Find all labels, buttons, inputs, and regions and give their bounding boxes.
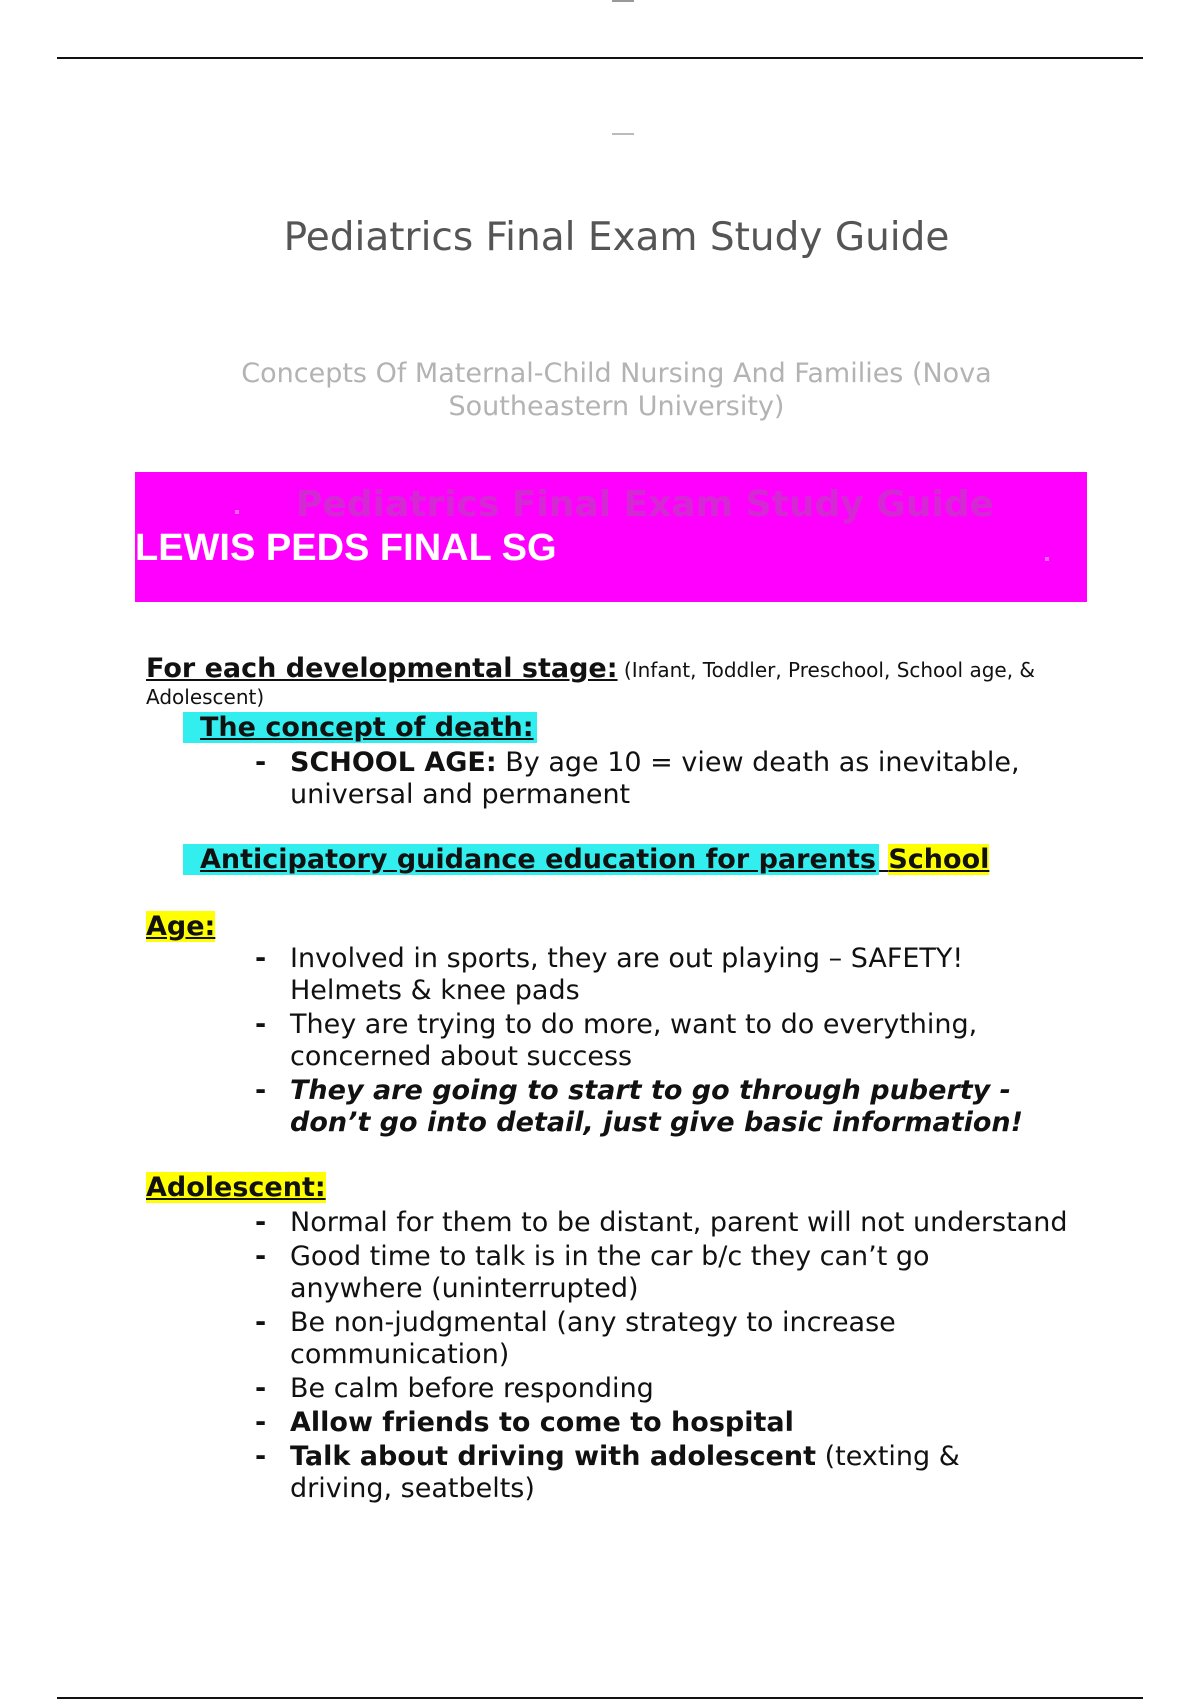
stage-heading-lead: For each developmental stage: — [146, 653, 618, 684]
list-item-bold: Allow friends to come to hospital — [290, 1407, 794, 1438]
anticipatory-heading-text: Anticipatory guidance education for parents — [183, 844, 879, 875]
death-concept-heading-text: The concept of death: — [183, 712, 537, 743]
list-item — [0, 1009, 1070, 1073]
bottom-rule — [57, 1697, 1143, 1699]
banner-dot — [1045, 557, 1049, 561]
document-title: Pediatrics Final Exam Study Guide — [283, 215, 950, 260]
header-mark — [612, 0, 634, 2]
adolescent-label-text: Adolescent: — [146, 1172, 326, 1203]
list-item-text: Normal for them to be distant, parent will not understand — [290, 1207, 1068, 1238]
school-age-label-text: Age: — [146, 911, 216, 942]
title-banner — [135, 472, 1087, 602]
banner-ghost-title: Pediatrics Final Exam Study Guide — [296, 484, 994, 525]
list-item — [0, 1307, 1070, 1371]
list-item-text: Be calm before responding — [290, 1373, 654, 1404]
list-item — [0, 1373, 1070, 1405]
death-concept-heading — [183, 712, 537, 743]
list-item-bold: Talk about driving with adolescent — [290, 1441, 816, 1472]
death-concept-list — [0, 747, 1200, 813]
anticipatory-heading — [183, 844, 989, 875]
subtitle-line-1: Concepts Of Maternal-Child Nursing And Families (Nova — [241, 358, 992, 389]
list-item-text: Be non-judgmental (any strategy to increase communication) — [290, 1307, 896, 1370]
school-age-list — [0, 943, 1200, 1141]
stage-heading — [146, 655, 1106, 711]
list-item — [0, 1407, 1070, 1439]
list-item-bold: SCHOOL AGE: — [290, 747, 497, 778]
subtitle-line-2: Southeastern University) — [448, 391, 785, 422]
list-item-text: Good time to talk is in the car b/c they can’t go anywhere (uninterrupted) — [290, 1241, 930, 1304]
list-item-emphasis: They are going to start to go through puberty - don’t go into detail, just give basic information! — [290, 1075, 1023, 1138]
list-item-text: By age 10 = view death as inevitable, universal and permanent — [290, 747, 1020, 810]
document-subtitle — [200, 357, 1033, 423]
list-item-text: They are trying to do more, want to do everything, concerned about success — [290, 1009, 978, 1072]
header-mark-secondary — [612, 133, 634, 135]
list-item — [0, 1241, 1070, 1305]
adolescent-label — [146, 1172, 326, 1203]
list-item — [0, 1075, 1070, 1139]
list-item — [0, 747, 1070, 811]
banner-dot — [235, 510, 239, 514]
top-rule — [57, 57, 1143, 59]
school-age-label — [146, 911, 215, 942]
list-item — [0, 1207, 1070, 1239]
stage-heading-detail: (Infant, Toddler, Preschool, School age, & Adolescent) — [146, 658, 1036, 709]
anticipatory-heading-suffix: School — [888, 844, 990, 875]
banner-title: LEWIS PEDS FINAL SG — [135, 527, 557, 569]
list-item — [0, 1441, 1070, 1505]
list-item — [0, 943, 1070, 1007]
list-item-text: (texting & driving, seatbelts) — [290, 1441, 960, 1504]
list-item-text: Involved in sports, they are out playing – SAFETY! Helmets & knee pads — [290, 943, 964, 1006]
adolescent-list — [0, 1207, 1200, 1507]
